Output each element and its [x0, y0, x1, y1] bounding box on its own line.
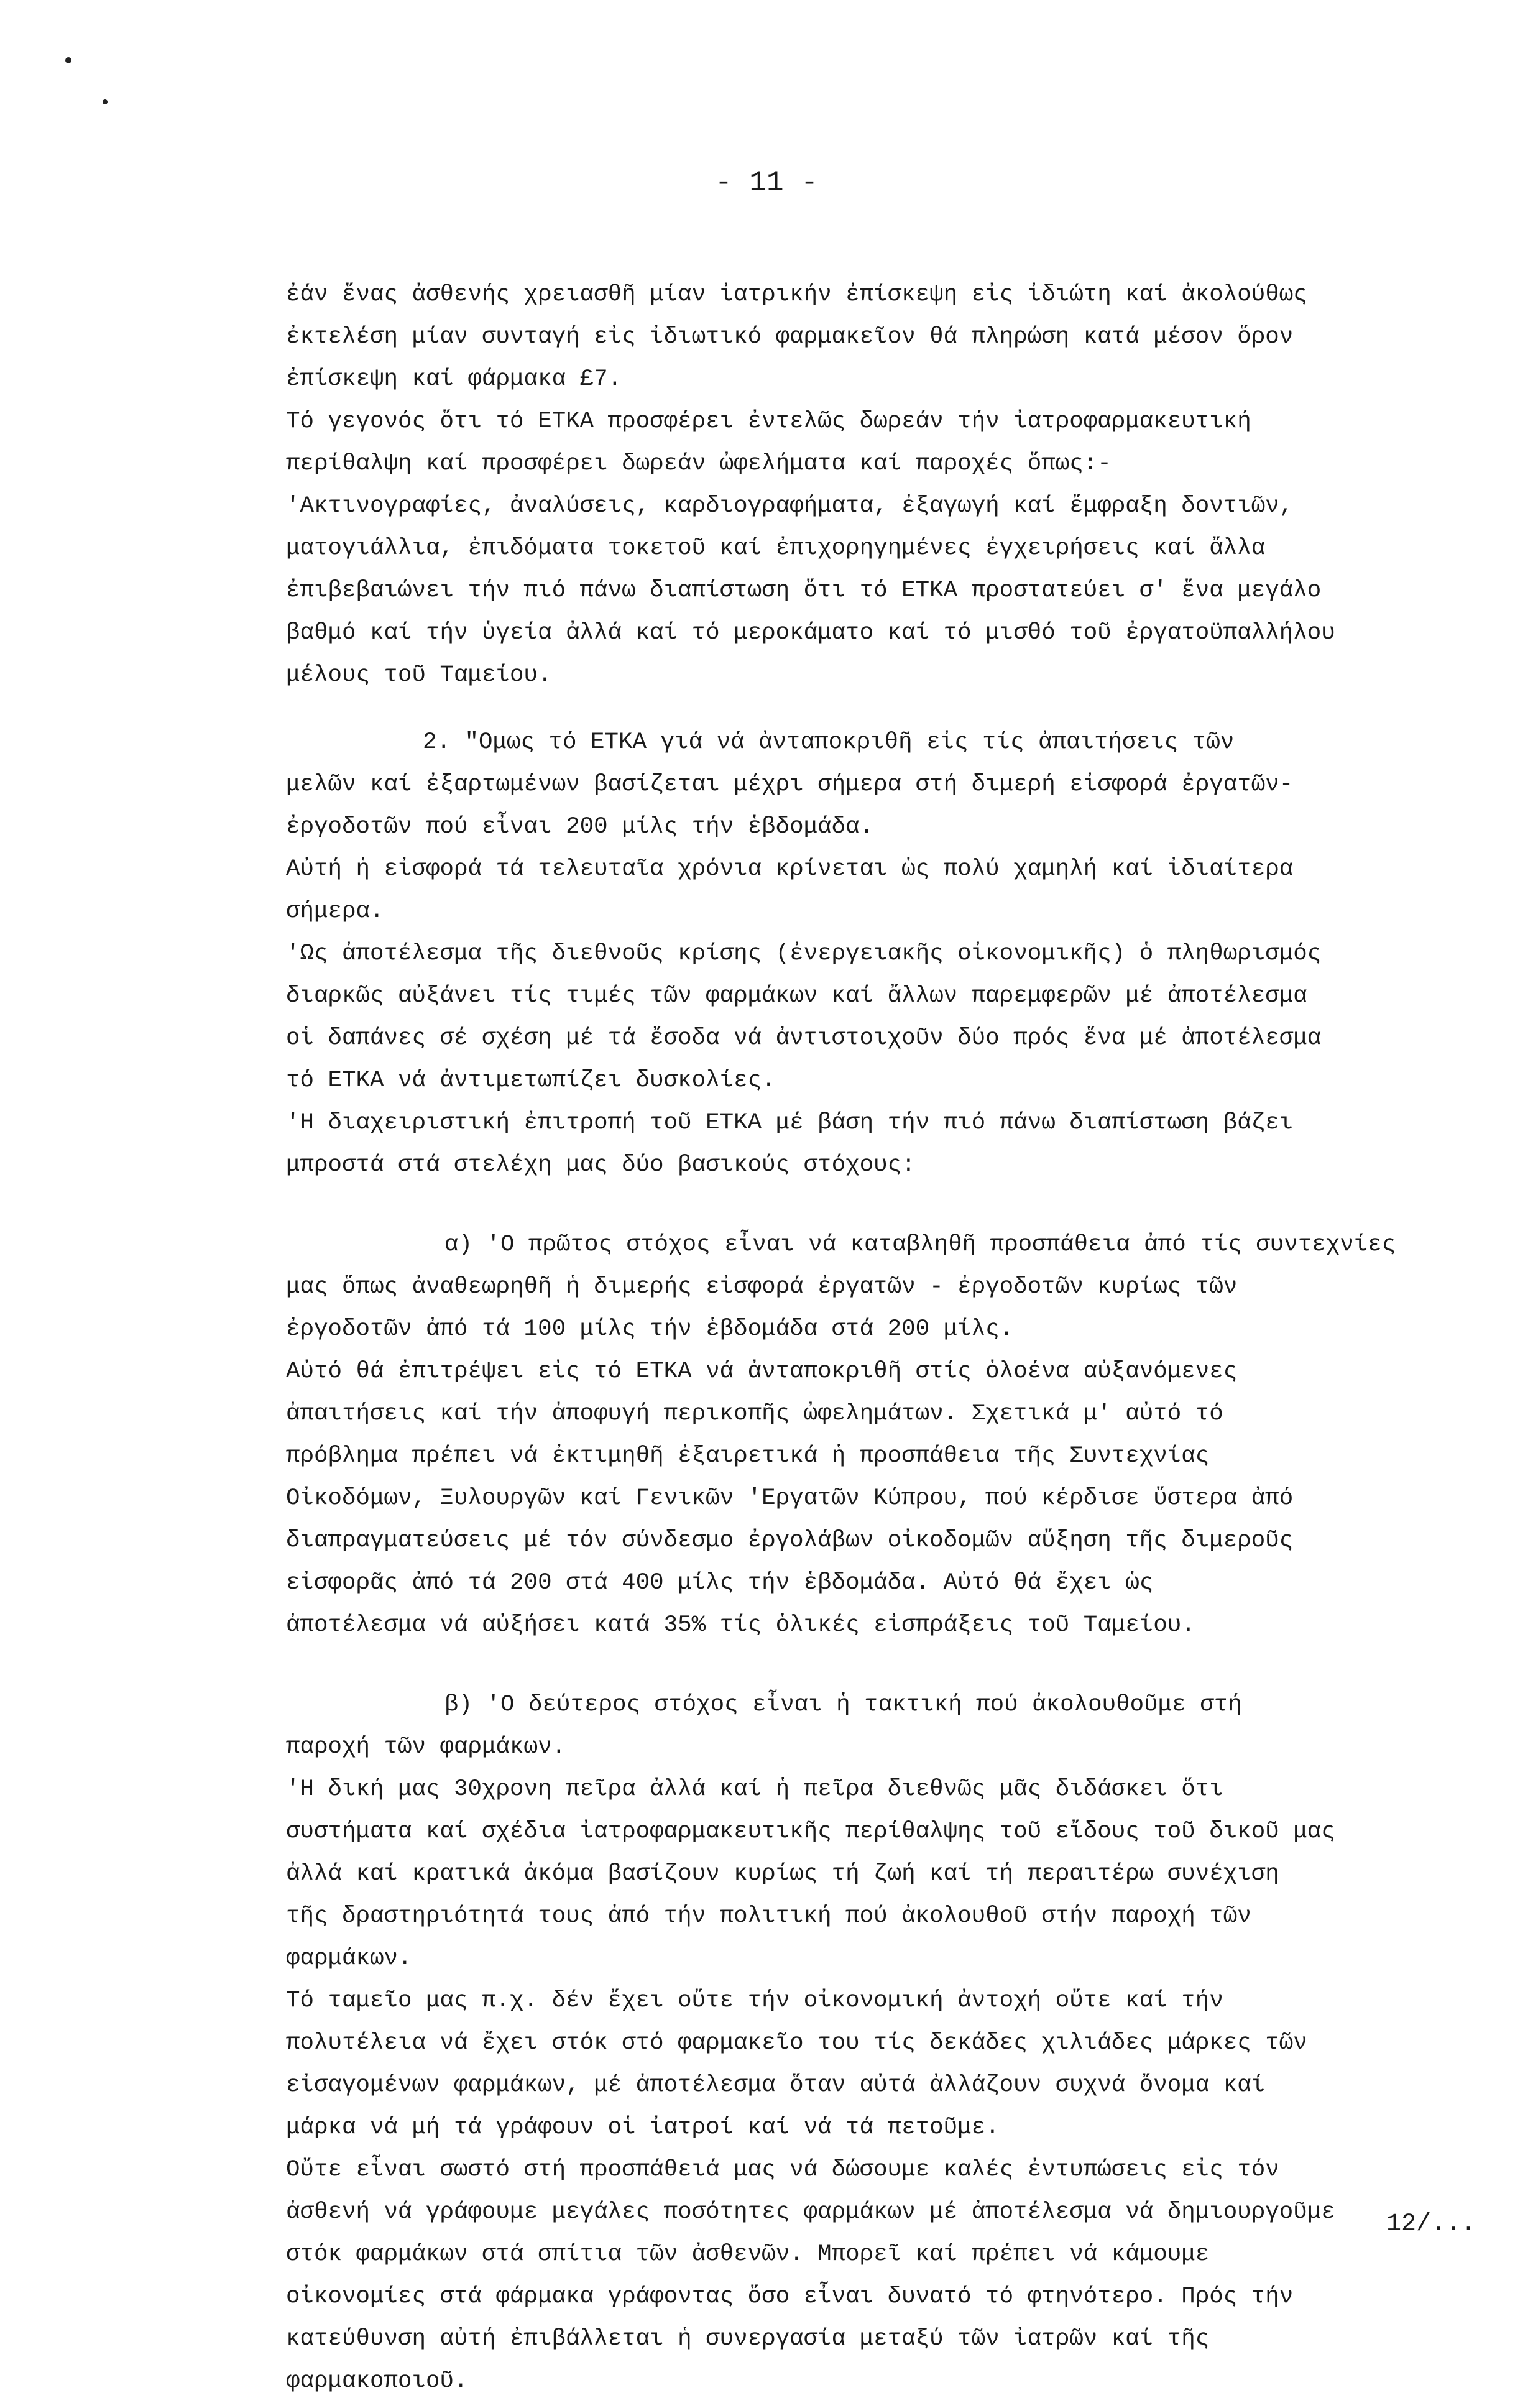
text-line: κατεύθυνση αὐτή ἐπιβάλλεται ἡ συνεργασία μεταξύ τῶν ἰατρῶν καί τῆς: [286, 2326, 1210, 2352]
text-line: ἀποτέλεσμα νά αὐξήσει κατά 35% τίς ὁλικές εἰσπράξεις τοῦ Ταμείου.: [286, 1612, 1195, 1638]
text-line: περίθαλψη καί προσφέρει δωρεάν ὠφελήματα καί παροχές ὅπως:-: [286, 451, 1112, 477]
text-line: Τό ταμεῖο μας π.χ. δέν ἔχει οὔτε τήν οἰκονομική ἀντοχή οὔτε καί τήν: [286, 1988, 1223, 2014]
text-line: μάρκα νά μή τά γράφουν οἱ ἰατροί καί νά τά πετοῦμε.: [286, 2115, 1000, 2141]
text-line: σήμερα.: [286, 898, 384, 925]
text-line: εἰσφορᾶς ἀπό τά 200 στά 400 μίλς τήν ἑβδομάδα. Αὐτό θά ἔχει ὡς: [286, 1570, 1154, 1596]
text-line: 'Η δική μας 30χρονη πεῖρα ἀλλά καί ἡ πεῖρα διεθνῶς μᾶς διδάσκει ὅτι: [286, 1776, 1223, 1802]
text-line: Οἰκοδόμων, Ξυλουργῶν καί Γενικῶν 'Εργατῶν Κύπρου, πού κέρδισε ὕστερα ἀπό: [286, 1485, 1294, 1511]
text-line: ἐκτελέση μίαν συνταγή εἰς ἰδιωτικό φαρμακεῖον θά πληρώση κατά μέσον ὅρον: [286, 324, 1294, 350]
text-line: ἐπίσκεψη καί φάρμακα £7.: [286, 366, 622, 392]
text-line: μέλους τοῦ Ταμείου.: [286, 662, 552, 688]
text-line: φαρμακοποιοῦ.: [286, 2368, 468, 2394]
text-line: πρόβλημα πρέπει νά ἐκτιμηθῆ ἐξαιρετικά ἡ προσπάθεια τῆς Συντεχνίας: [286, 1443, 1210, 1469]
text-line: 'Ως ἀποτέλεσμα τῆς διεθνοῦς κρίσης (ἐνεργειακῆς οἰκονομικῆς) ὁ πληθωρισμός: [286, 941, 1322, 967]
text-line: 'Η διαχειριστική ἐπιτροπή τοῦ ΕΤΚΑ μέ βάση τήν πιό πάνω διαπίστωση βάζει: [286, 1110, 1294, 1136]
text-line: διαπραγματεύσεις μέ τόν σύνδεσμο ἐργολάβων οἰκοδομῶν αὔξηση τῆς διμεροῦς: [286, 1528, 1294, 1554]
text-line: ἐάν ἕνας ἀσθενής χρειασθῆ μίαν ἰατρικήν ἐπίσκεψη εἰς ἰδιώτη καί ἀκολούθως: [286, 282, 1307, 308]
text-line: α) 'Ο πρῶτος στόχος εἶναι νά καταβληθῆ προσπάθεια ἀπό τίς συντεχνίες: [444, 1232, 1396, 1258]
text-line: ἐργοδοτῶν πού εἶναι 200 μίλς τήν ἑβδομάδα.: [286, 814, 874, 840]
text-line: φαρμάκων.: [286, 1945, 412, 1972]
text-line: εἰσαγομένων φαρμάκων, μέ ἀποτέλεσμα ὅταν αὐτά ἀλλάζουν συχνά ὄνομα καί: [286, 2072, 1266, 2098]
text-line: ἀλλά καί κρατικά ἀκόμα βασίζουν κυρίως τή ζωή καί τή περαιτέρω συνέχιση: [286, 1861, 1279, 1887]
scan-speck: [103, 99, 108, 104]
text-line: βαθμό καί τήν ὑγεία ἀλλά καί τό μεροκάματο καί τό μισθό τοῦ ἐργατοϋπαλλήλου: [286, 620, 1335, 646]
text-line: 2. "Ομως τό ΕΤΚΑ γιά νά ἀνταποκριθῆ εἰς τίς ἀπαιτήσεις τῶν: [423, 729, 1235, 755]
text-line: τό ΕΤΚΑ νά ἀντιμετωπίζει δυσκολίες.: [286, 1068, 776, 1094]
text-line: πολυτέλεια νά ἔχει στόκ στό φαρμακεῖο του τίς δεκάδες χιλιάδες μάρκες τῶν: [286, 2030, 1307, 2056]
text-line: Αὐτό θά ἐπιτρέψει εἰς τό ΕΤΚΑ νά ἀνταποκριθῆ στίς ὁλοένα αὐξανόμενες: [286, 1359, 1238, 1385]
text-line: ἐργοδοτῶν ἀπό τά 100 μίλς τήν ἑβδομάδα στά 200 μίλς.: [286, 1316, 1014, 1342]
text-line: μελῶν καί ἐξαρτωμένων βασίζεται μέχρι σήμερα στή διμερή εἰσφορά ἐργατῶν-: [286, 772, 1294, 798]
scan-speck: [65, 57, 71, 63]
text-line: διαρκῶς αὐξάνει τίς τιμές τῶν φαρμάκων καί ἄλλων παρεμφερῶν μέ ἀποτέλεσμα: [286, 983, 1307, 1009]
text-line: 'Ακτινογραφίες, ἀναλύσεις, καρδιογραφήματα, ἐξαγωγή καί ἔμφραξη δοντιῶν,: [286, 493, 1294, 519]
text-line: ματογιάλλια, ἐπιδόματα τοκετοῦ καί ἐπιχορηγημένες ἐγχειρήσεις καί ἄλλα: [286, 535, 1266, 561]
text-line: τῆς δραστηριότητά τους ἀπό τήν πολιτική πού ἀκολουθοῦ στήν παροχή τῶν: [286, 1903, 1251, 1929]
text-line: β) 'Ο δεύτερος στόχος εἶναι ἡ τακτική πού ἀκολουθοῦμε στή: [444, 1692, 1242, 1718]
text-line: ἀσθενή νά γράφουμε μεγάλες ποσότητες φαρμάκων μέ ἀποτέλεσμα νά δημιουργοῦμε: [286, 2199, 1335, 2225]
text-line: Τό γεγονός ὅτι τό ΕΤΚΑ προσφέρει ἐντελῶς δωρεάν τήν ἰατροφαρμακευτική: [286, 408, 1251, 435]
text-line: Αὐτή ἡ εἰσφορά τά τελευταῖα χρόνια κρίνεται ὡς πολύ χαμηλή καί ἰδιαίτερα: [286, 856, 1294, 882]
text-line: ἀπαιτήσεις καί τήν ἀποφυγή περικοπῆς ὠφελημάτων. Σχετικά μ' αὐτό τό: [286, 1401, 1223, 1427]
page-number: - 11 -: [715, 167, 818, 199]
text-line: συστήματα καί σχέδια ἰατροφαρμακευτικῆς περίθαλψης τοῦ εἴδους τοῦ δικοῦ μας: [286, 1819, 1335, 1845]
text-line: στόκ φαρμάκων στά σπίτια τῶν ἀσθενῶν. Μπορεῖ καί πρέπει νά κάμουμε: [286, 2241, 1210, 2267]
continuation-marker: 12/...: [1386, 2210, 1476, 2238]
text-line: Οὔτε εἶναι σωστό στή προσπάθειά μας νά δώσουμε καλές ἐντυπώσεις εἰς τόν: [286, 2157, 1279, 2183]
text-line: μας ὅπως ἀναθεωρηθῆ ἡ διμερής εἰσφορά ἐργατῶν - ἐργοδοτῶν κυρίως τῶν: [286, 1274, 1238, 1300]
text-line: οἰκονομίες στά φάρμακα γράφοντας ὅσο εἶναι δυνατό τό φτηνότερο. Πρός τήν: [286, 2284, 1294, 2310]
text-line: οἱ δαπάνες σέ σχέση μέ τά ἔσοδα νά ἀντιστοιχοῦν δύο πρός ἕνα μέ ἀποτέλεσμα: [286, 1025, 1322, 1051]
document-body: [286, 274, 1504, 2402]
text-line: ἐπιβεβαιώνει τήν πιό πάνω διαπίστωση ὅτι τό ΕΤΚΑ προστατεύει σ' ἕνα μεγάλο: [286, 578, 1322, 604]
text-line: μπροστά στά στελέχη μας δύο βασικούς στόχους:: [286, 1152, 916, 1178]
text-line: παροχή τῶν φαρμάκων.: [286, 1734, 566, 1760]
